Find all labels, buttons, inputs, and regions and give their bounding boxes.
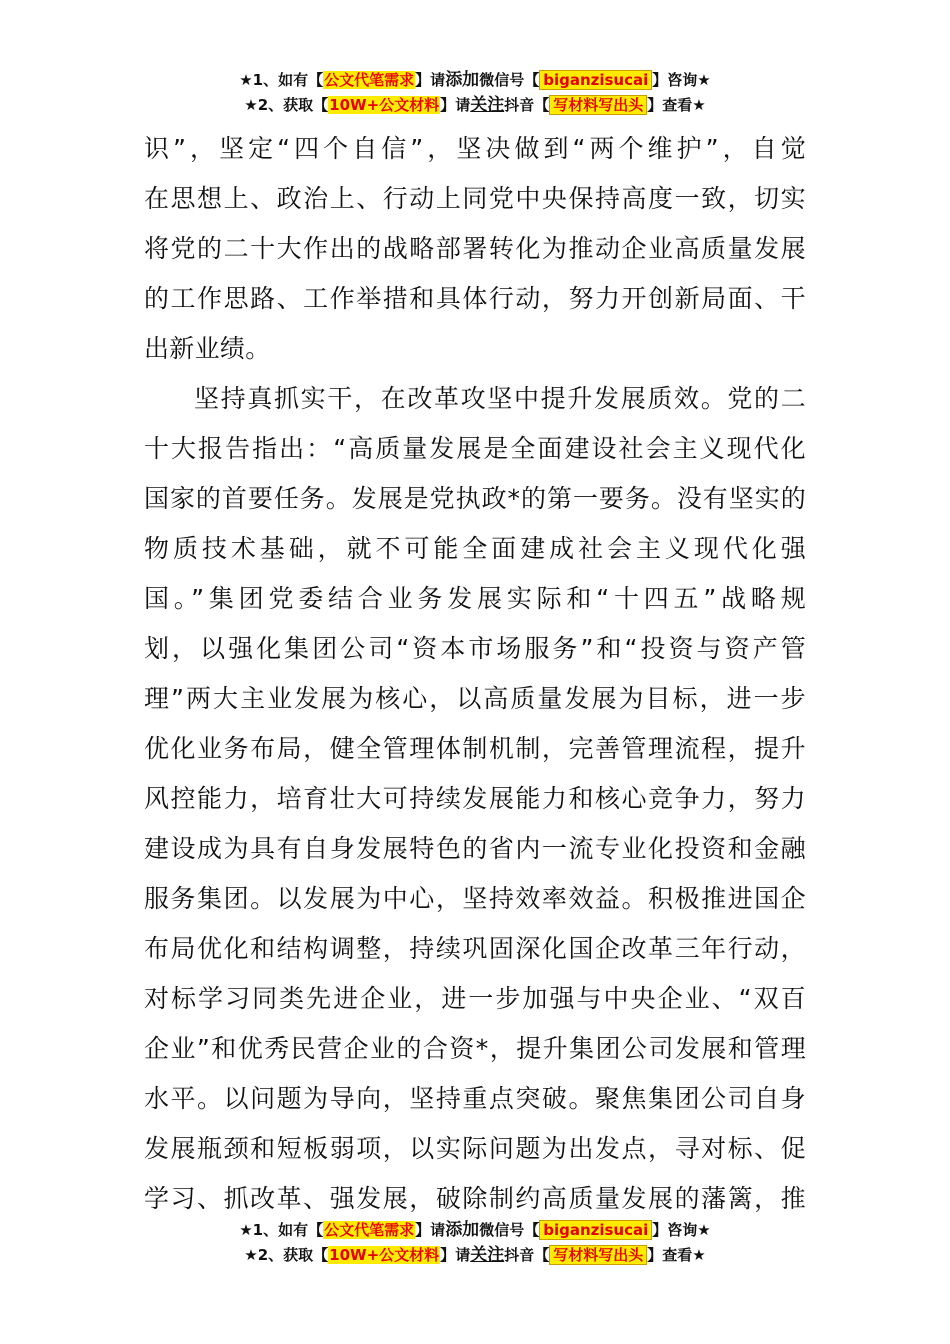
- banner-text: 查看★: [662, 96, 706, 114]
- top-banner: [0, 68, 950, 118]
- banner-text: 咨询★: [667, 71, 711, 89]
- banner-text: 【: [313, 96, 329, 114]
- text-line: 理”两大主业发展为核心，以高质量发展为目标，进一步: [144, 684, 806, 713]
- text-line: 优化业务布局，健全管理体制机制，完善管理流程，提升: [144, 734, 806, 763]
- banner-text: 请: [430, 71, 446, 89]
- text-line: 识”，坚定“四个自信”，坚决做到“两个维护”，自觉: [144, 134, 806, 163]
- banner-line-2: [0, 93, 950, 118]
- banner-line-1: [0, 1218, 950, 1243]
- banner-wechat-id: biganzisucai: [539, 70, 652, 90]
- banner-text: 【: [524, 71, 540, 89]
- banner-text: 请: [455, 96, 471, 114]
- banner-text: 【: [308, 71, 324, 89]
- document-body: [144, 124, 806, 1224]
- banner-highlight-materials: 10W+公文材料: [329, 1246, 440, 1264]
- banner-text: 查看★: [662, 1246, 706, 1264]
- text-line: 对标学习同类先进企业，进一步加强与中央企业、“双百: [144, 984, 806, 1013]
- banner-text: 【: [534, 1246, 550, 1264]
- text-line: 十大报告指出：“高质量发展是全面建设社会主义现代化: [144, 434, 806, 463]
- banner-text: 】: [647, 1246, 663, 1264]
- text-line: 布局优化和结构调整，持续巩固深化国企改革三年行动，: [144, 934, 806, 963]
- text-line: 水平。以问题为导向，坚持重点突破。聚焦集团公司自身: [144, 1084, 806, 1113]
- banner-text: 】: [652, 71, 668, 89]
- text-line: 学习、抓改革、强发展，破除制约高质量发展的藩篱，推: [144, 1184, 806, 1213]
- banner-text: ★1、如有: [239, 1221, 309, 1239]
- banner-wechat-id: biganzisucai: [539, 1220, 652, 1240]
- paragraph-1: [144, 124, 806, 374]
- banner-text: 咨询★: [667, 1221, 711, 1239]
- text-line: 将党的二十大作出的战略部署转化为推动企业高质量发展: [144, 234, 806, 263]
- banner-text: 】: [652, 1221, 668, 1239]
- text-line: 出新业绩。: [144, 334, 271, 363]
- banner-text: 【: [308, 1221, 324, 1239]
- text-line: 服务集团。以发展为中心，坚持效率效益。积极推进国企: [144, 884, 806, 913]
- banner-text: 【: [534, 96, 550, 114]
- text-line: 在思想上、政治上、行动上同党中央保持高度一致，切实: [144, 184, 806, 213]
- text-line: 坚持真抓实干，在改革攻坚中提升发展质效。党的二: [194, 384, 806, 413]
- text-line: 企业”和优秀民营企业的合资*，提升集团公司发展和管理: [144, 1034, 806, 1063]
- bottom-banner: [0, 1218, 950, 1268]
- banner-text: 】: [647, 96, 663, 114]
- text-line: 发展瓶颈和短板弱项，以实际问题为出发点，寻对标、促: [144, 1134, 806, 1163]
- banner-text: 】: [415, 71, 431, 89]
- banner-text: 微信号: [479, 1221, 525, 1239]
- banner-emphasis: 关注: [470, 1245, 505, 1265]
- text-line: 建设成为具有自身发展特色的省内一流专业化投资和金融: [144, 834, 806, 863]
- banner-douyin-account: 写材料写出头: [549, 95, 647, 115]
- text-line: 国。”集团党委结合业务发展实际和“十四五”战略规: [144, 584, 806, 613]
- banner-emphasis: 关注: [470, 95, 505, 115]
- banner-text: ★2、获取: [244, 1246, 314, 1264]
- banner-line-2: [0, 1243, 950, 1268]
- banner-douyin-account: 写材料写出头: [549, 1245, 647, 1265]
- banner-text: 请: [455, 1246, 471, 1264]
- banner-text: 抖音: [504, 1246, 535, 1264]
- text-line: 划，以强化集团公司“资本市场服务”和“投资与资产管: [144, 634, 806, 663]
- text-line: 物质技术基础，就不可能全面建成社会主义现代化强: [144, 534, 806, 563]
- banner-line-1: [0, 68, 950, 93]
- banner-text: 【: [313, 1246, 329, 1264]
- banner-highlight-materials: 10W+公文材料: [329, 96, 440, 114]
- banner-text: 】: [440, 1246, 456, 1264]
- banner-text: 】: [415, 1221, 431, 1239]
- banner-highlight-service: 公文代笔需求: [324, 1221, 415, 1239]
- banner-emphasis: 添加: [445, 70, 480, 90]
- banner-text: 微信号: [479, 71, 525, 89]
- banner-text: 请: [430, 1221, 446, 1239]
- banner-text: 】: [440, 96, 456, 114]
- banner-highlight-service: 公文代笔需求: [324, 71, 415, 89]
- banner-text: ★1、如有: [239, 71, 309, 89]
- paragraph-2: [144, 374, 806, 1224]
- text-line: 风控能力，培育壮大可持续发展能力和核心竞争力，努力: [144, 784, 806, 813]
- banner-text: ★2、获取: [244, 96, 314, 114]
- banner-emphasis: 添加: [445, 1220, 480, 1240]
- banner-text: 抖音: [504, 96, 535, 114]
- text-line: 国家的首要任务。发展是党执政*的第一要务。没有坚实的: [144, 484, 806, 513]
- text-line: 的工作思路、工作举措和具体行动，努力开创新局面、干: [144, 284, 806, 313]
- banner-text: 【: [524, 1221, 540, 1239]
